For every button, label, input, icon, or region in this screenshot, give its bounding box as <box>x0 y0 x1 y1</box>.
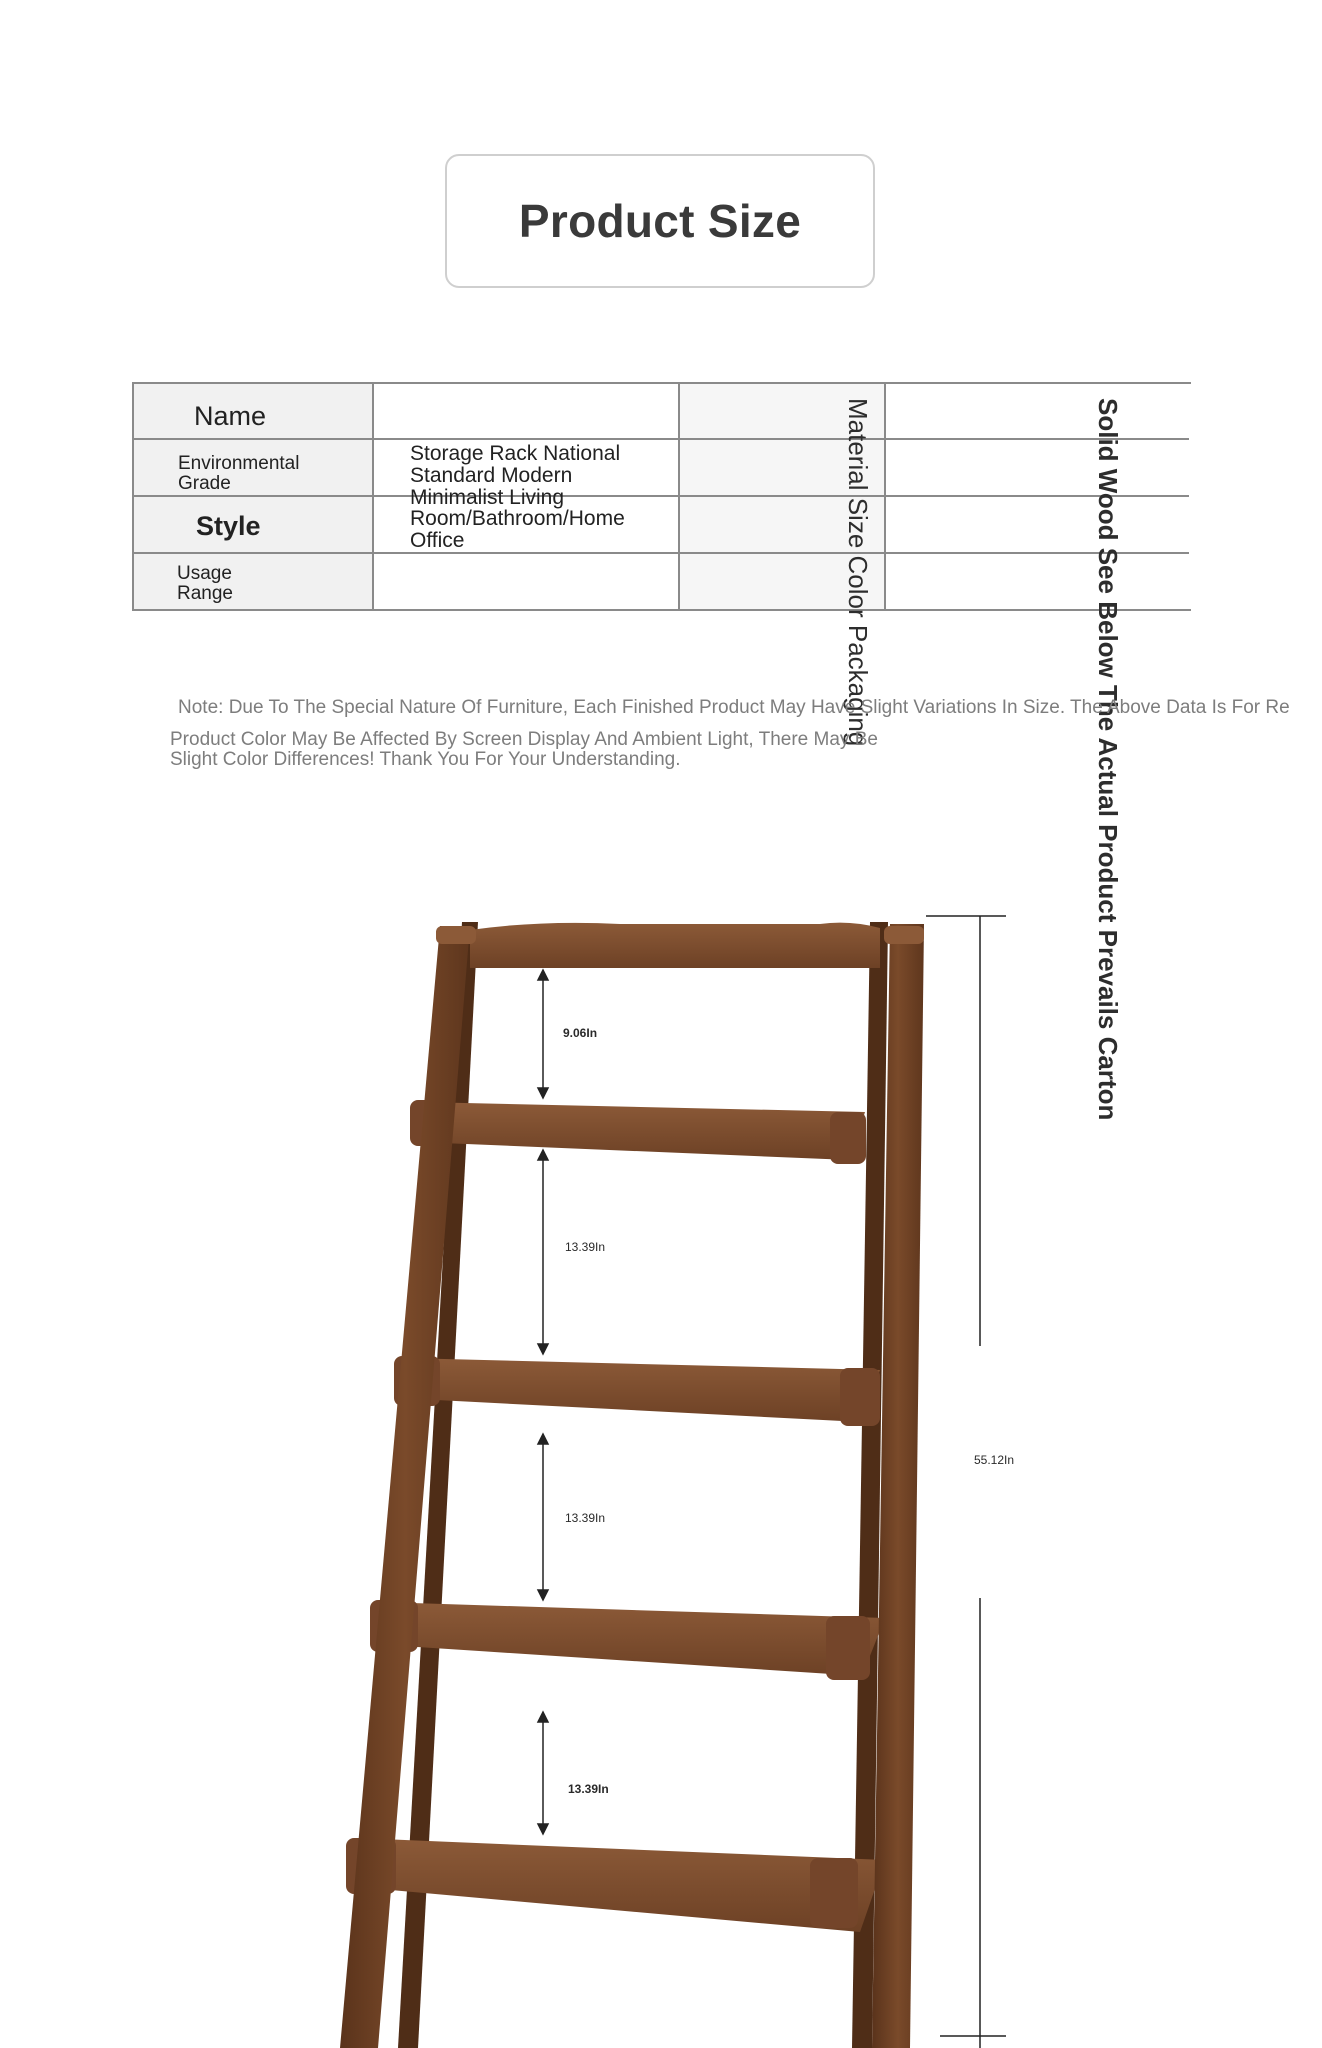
note-line-1: Note: Due To The Special Nature Of Furniture, Each Finished Product May Have Slight Variations In Size. The Above Data Is For Re <box>178 697 1290 718</box>
dimension-gap-3: 13.39In <box>565 1511 606 1525</box>
label-name: Name <box>194 401 267 431</box>
spec-table <box>132 382 1191 611</box>
dimension-gap-4: 13.39In <box>568 1782 609 1796</box>
row-divider <box>134 552 1189 554</box>
attribute-values-vertical: Solid Wood See Below The Actual Product Prevails Carton <box>1093 398 1123 1121</box>
note-line-2: Product Color May Be Affected By Screen Display And Ambient Light, There May Be Slight Color Differences! Thank You For Your Understanding. <box>170 729 878 770</box>
row-divider <box>134 495 1189 497</box>
col-divider <box>678 384 680 609</box>
ladder-shelf-illustration <box>0 880 1322 2048</box>
page-title: Product Size <box>518 195 802 247</box>
col-divider <box>884 384 886 609</box>
attribute-list-vertical: Material Size Color Packaging <box>843 398 873 747</box>
shelf-2 <box>394 1356 880 1426</box>
row-divider <box>134 438 1189 440</box>
label-style: Style <box>196 511 261 541</box>
shelf-4 <box>346 1838 885 1932</box>
shelf-1 <box>410 1100 866 1164</box>
label-usage-range: Usage Range <box>177 563 233 604</box>
dimension-total-height: 55.12In <box>974 1453 1015 1467</box>
front-left-post-cap <box>436 926 476 944</box>
total-height-dimension <box>926 916 1006 2048</box>
dimension-top-gap: 9.06In <box>563 1026 598 1040</box>
label-environmental-grade: Environmental Grade <box>178 453 300 494</box>
shelf-3 <box>370 1600 885 1680</box>
product-size-title-box <box>445 154 875 288</box>
top-crossbar <box>470 923 880 968</box>
dimension-gap-2: 13.39In <box>565 1240 606 1254</box>
front-right-post-cap <box>884 926 924 944</box>
col-divider <box>372 384 374 609</box>
product-description-value: Storage Rack National Standard Modern Minimalist Living Room/Bathroom/Home Office <box>410 442 625 553</box>
